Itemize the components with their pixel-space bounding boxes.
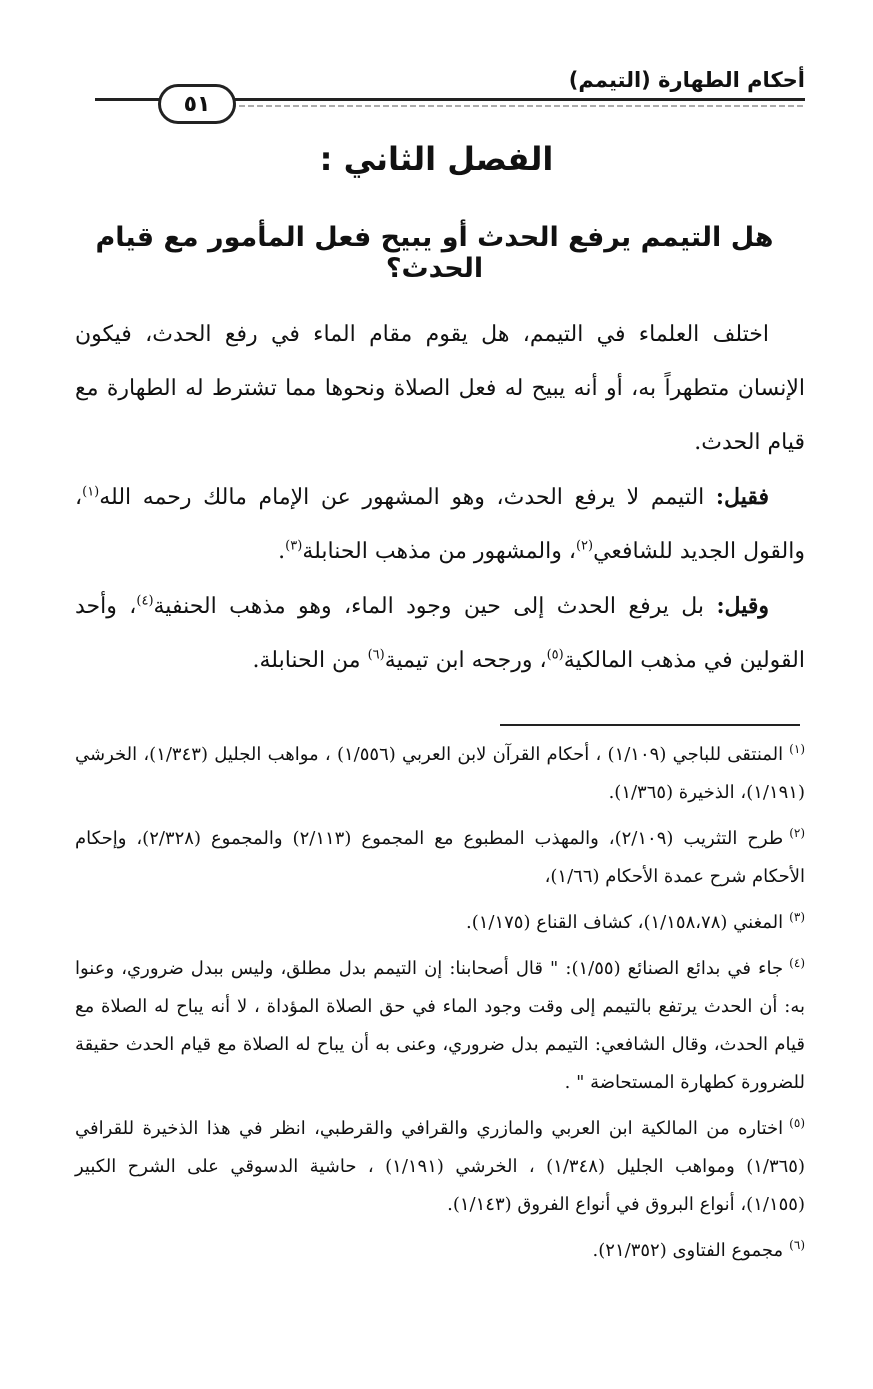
footnote-text: مجموع الفتاوى (٢١/٣٥٢). — [592, 1240, 784, 1261]
footnote-text: اختاره من المالكية ابن العربي والمازري والقرافي والقرطبي، انظر في هذا الذخيرة للقرافي (١/٣٦٥) ومواهب الجليل (١/٣٤٨) ، الخرشي (١/١٩١) ، حاشية الدسوقي على الشرح الكبير (١/١٥٥)، أنواع البروق في أنواع الفروق (١/١٤٣). — [75, 1118, 805, 1215]
opinion-2-lead: وقيل: — [716, 593, 769, 619]
footnote-1 — [75, 736, 805, 812]
intro-paragraph: اختلف العلماء في التيمم، هل يقوم مقام الماء في رفع الحدث، فيكون الإنسان متطهراً به، أو أنه يبيح له فعل الصلاة ونحوها مما تشترط له الطهارة مع قيام الحدث. — [75, 322, 805, 455]
footnote-text: المغني (١/١٥٨،٧٨)، كشاف القناع (١/١٧٥). — [465, 912, 784, 933]
question-title: هل التيمم يرفع الحدث أو يبيح فعل المأمور مع قيام الحدث؟ — [95, 222, 774, 284]
footnote-text: طرح التثريب (٢/١٠٩)، والمهذب المطبوع مع المجموع (٢/١١٣) والمجموع (٢/٣٢٨)، وإحكام الأحكام شرح عمدة الأحكام (١/٦٦)، — [75, 828, 805, 887]
opinion-2-text-d: من الحنابلة. — [252, 648, 368, 673]
opinion-1-lead: فقيل: — [715, 484, 769, 510]
footnote-number: (٥) — [789, 1116, 805, 1130]
footnote-text: جاء في بدائع الصنائع (١/٥٥): " قال أصحابنا: إن التيمم بدل مطلق، وليس ببدل ضروري، وعنوا به: أن الحدث يرتفع بالتيمم إلى وقت وجود الماء في حق الصلاة المؤداة ، لا أنه يباح له الصلاة مع قيام الحدث، وقال الشافعي: التيمم بدل ضروري، وعنى به أن يباح له الصلاة مع قيام الحدث حقيقة للضرورة كطهارة المستحاضة " . — [75, 958, 805, 1093]
footnote-3 — [75, 904, 805, 942]
footnote-text: المنتقى للباجي (١/١٠٩) ، أحكام القرآن لابن العربي (١/٥٥٦) ، مواهب الجليل (١/٣٤٣)، الخرشي (١/١٩١)، الذخيرة (١/٣٦٥). — [75, 744, 805, 803]
opinion-2-text-b: ، وأحد القولين في مذهب المالكية — [75, 594, 805, 673]
footnote-number: (٦) — [789, 1238, 805, 1252]
footnote-ref-3[interactable]: (٣) — [285, 538, 303, 554]
footnote-ref-5[interactable]: (٥) — [546, 647, 564, 663]
footnote-ref-4[interactable]: (٤) — [136, 593, 154, 609]
footnote-ref-1[interactable]: (١) — [82, 484, 100, 500]
opinion-2-text-c: ، ورجحه ابن تيمية — [384, 648, 547, 673]
footnote-2 — [75, 820, 805, 896]
footnotes — [75, 736, 805, 1278]
body-text — [75, 308, 805, 688]
opinion-2-text-a: بل يرفع الحدث إلى حين وجود الماء، وهو مذهب الحنفية — [153, 594, 717, 619]
footnote-ref-6[interactable]: (٦) — [367, 647, 385, 663]
footnote-5 — [75, 1110, 805, 1224]
page-number: ٥١ — [158, 84, 236, 124]
footnote-separator — [500, 724, 800, 726]
chapter-title: الفصل الثاني : — [319, 140, 554, 178]
header-ornament — [230, 105, 805, 107]
footnote-number: (٤) — [789, 956, 805, 970]
footnote-number: (٣) — [789, 910, 805, 924]
opinion-2-paragraph — [75, 579, 805, 688]
footnote-number: (٢) — [789, 826, 806, 840]
opinion-1-text-b: ، والقول الجديد للشافعي — [75, 485, 805, 564]
running-title: أحكام الطهارة (التيمم) — [568, 68, 805, 92]
opinion-1-text-c: ، والمشهور من مذهب الحنابلة — [302, 539, 576, 564]
footnote-6 — [75, 1232, 805, 1270]
footnote-number: (١) — [789, 742, 805, 756]
opinion-1-text-a: التيمم لا يرفع الحدث، وهو المشهور عن الإمام مالك رحمه الله — [99, 485, 716, 510]
opinion-1-text-d: . — [278, 539, 286, 564]
opinion-1-paragraph — [75, 470, 805, 579]
footnote-4 — [75, 950, 805, 1102]
footnote-ref-2[interactable]: (٢) — [575, 538, 594, 554]
